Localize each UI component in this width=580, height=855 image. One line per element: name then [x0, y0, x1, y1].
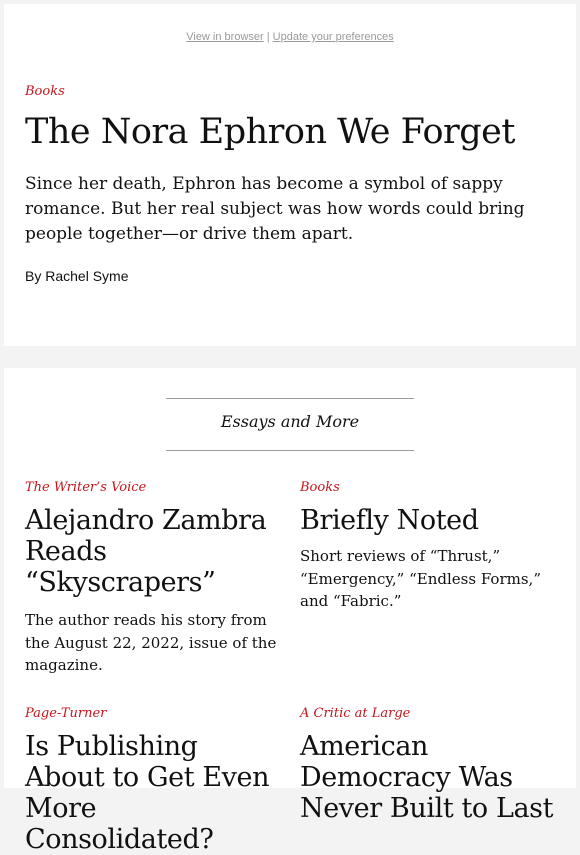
- view-in-browser-link[interactable]: View in browser: [186, 31, 264, 43]
- section-title: Essays and More: [220, 412, 360, 431]
- story-title[interactable]: Alejandro Zambra Reads “Skyscrapers”: [25, 505, 267, 598]
- story-kicker[interactable]: The Writer’s Voice: [25, 480, 147, 495]
- story-dek: The author reads his story from the August 22, 2022, issue of the magazine.: [25, 611, 277, 674]
- header-separator: |: [263, 31, 273, 43]
- essays-section-card: [4, 368, 576, 855]
- header-links: [4, 31, 576, 43]
- story-kicker[interactable]: A Critic at Large: [300, 706, 411, 721]
- hero-card: [4, 4, 576, 346]
- hero-byline: By Rachel Syme: [25, 268, 129, 284]
- story-title[interactable]: Is Publishing About to Get Even More Consolidated?: [25, 731, 270, 855]
- section-divider-bottom: [166, 450, 414, 451]
- story-dek: Short reviews of “Thrust,” “Emergency,” “Endless Forms,” and “Fabric.”: [300, 547, 541, 610]
- story-title[interactable]: American Democracy Was Never Built to Last: [300, 731, 554, 824]
- update-preferences-link[interactable]: Update your preferences: [272, 31, 394, 43]
- hero-kicker[interactable]: Books: [25, 84, 65, 99]
- story-title[interactable]: Briefly Noted: [300, 505, 479, 536]
- section-divider-top: [166, 398, 414, 399]
- hero-dek: Since her death, Ephron has become a symbol of sappy romance. But her real subject was how words could bring people together—or drive them apart.: [25, 174, 525, 244]
- hero-title[interactable]: The Nora Ephron We Forget: [25, 112, 515, 152]
- story-kicker[interactable]: Books: [300, 480, 340, 495]
- story-kicker[interactable]: Page-Turner: [25, 706, 107, 721]
